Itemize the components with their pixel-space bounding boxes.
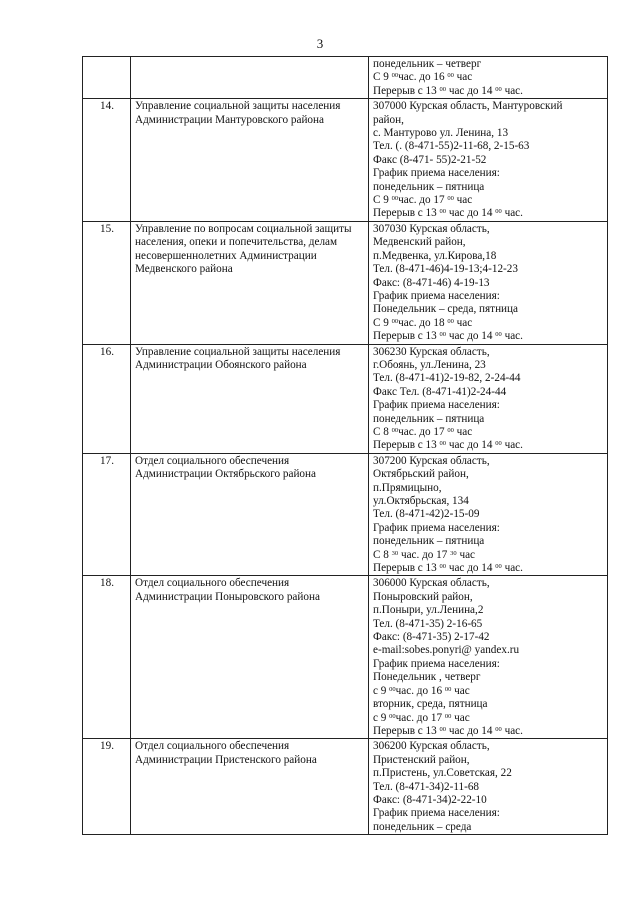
organization-name bbox=[131, 99, 369, 222]
table-row bbox=[83, 57, 608, 99]
organization-name bbox=[131, 453, 369, 576]
contact-info-line: Тел. (. (8-471-55)2-11-68, 2-15-63 bbox=[373, 140, 530, 153]
contact-info-line: район, bbox=[373, 113, 404, 126]
row-number: 19. bbox=[83, 739, 131, 835]
organization-name-line: Администрации Пристенского района bbox=[135, 753, 317, 766]
table-row bbox=[83, 739, 608, 835]
organization-name-line: Медвенского района bbox=[135, 263, 233, 276]
organization-name-line: Отдел социального обеспечения bbox=[135, 454, 290, 467]
contact-info-line: п.Медвенка, ул.Кирова,18 bbox=[373, 249, 497, 262]
contact-info-line: График приема населения: bbox=[373, 657, 500, 670]
contact-info-line: График приема населения: bbox=[373, 167, 500, 180]
contact-info-line: ул.Октябрьская, 134 bbox=[373, 495, 469, 507]
social-protection-offices-table bbox=[82, 56, 608, 835]
organization-name-line: Администрации Октябрьского района bbox=[135, 468, 316, 481]
contact-info-line: С 8 $^{00}$час. до 17 $^{00}$ час bbox=[373, 425, 473, 438]
contact-info-line: Перерыв с 13 $^{00}$ час до 14 $^{00}$ час. bbox=[373, 562, 523, 575]
contact-info-line: Тел. (8-471-41)2-19-82, 2-24-44 bbox=[373, 372, 521, 385]
contact-info-line: С 8 $^{30}$ час. до 17 $^{30}$ час bbox=[373, 548, 476, 561]
contact-info bbox=[369, 576, 608, 739]
contact-info-line: Перерыв с 13 $^{00}$ час до 14 $^{00}$ час. bbox=[373, 84, 523, 97]
organization-name-line: Администрации Обоянского района bbox=[135, 358, 307, 371]
contact-info-line: 306200 Курская область, bbox=[373, 740, 490, 753]
contact-info-line: п.Пристень, ул.Советская, 22 bbox=[373, 767, 512, 780]
row-number: 18. bbox=[83, 576, 131, 739]
contact-info-line: г.Обоянь, ул.Ленина, 23 bbox=[373, 358, 486, 371]
organization-name bbox=[131, 344, 369, 453]
contact-info-line: Тел. (8-471-42)2-15-09 bbox=[373, 508, 480, 521]
contact-info-line: с 9 $^{00}$час. до 16 $^{00}$ час bbox=[373, 684, 470, 697]
contact-info-line: График приема населения: bbox=[373, 289, 500, 302]
table-row bbox=[83, 576, 608, 739]
contact-info-line: понедельник – пятница bbox=[373, 412, 485, 425]
contact-info-line: Факс Тел. (8-471-41)2-24-44 bbox=[373, 385, 507, 398]
contact-info-line: п.Поныри, ул.Ленина,2 bbox=[373, 604, 484, 617]
organization-name-line: Управление социальной защиты населения bbox=[135, 100, 341, 113]
row-number: 15. bbox=[83, 221, 131, 344]
contact-info-line: п.Прямицыно, bbox=[373, 481, 442, 494]
contact-info-line: 307200 Курская область, bbox=[373, 454, 490, 467]
contact-info-line: 306000 Курская область, bbox=[373, 577, 490, 590]
organization-name-line: Отдел социального обеспечения bbox=[135, 740, 290, 753]
contact-info bbox=[369, 344, 608, 453]
contact-info-line: Перерыв с 13 $^{00}$ час до 14 $^{00}$ час. bbox=[373, 439, 523, 452]
contact-info-line: e-mail:sobes.ponyri@ yandex.ru bbox=[373, 644, 520, 657]
contact-info bbox=[369, 453, 608, 576]
contact-info-line: График приема населения: bbox=[373, 521, 500, 534]
contact-info bbox=[369, 57, 608, 99]
organization-name-line: Отдел социального обеспечения bbox=[135, 577, 290, 590]
contact-info-line: Октябрьский район, bbox=[373, 468, 469, 481]
organization-name-line: населения, опеки и попечительства, делам bbox=[135, 236, 338, 249]
table-row bbox=[83, 344, 608, 453]
contact-info-line: Медвенский район, bbox=[373, 236, 466, 249]
contact-info-line: Факс (8-471- 55)2-21-52 bbox=[373, 153, 487, 166]
contact-info-line: 306230 Курская область, bbox=[373, 345, 490, 358]
organization-name-line: несовершеннолетних Администрации bbox=[135, 249, 317, 262]
contact-info-line: Перерыв с 13 $^{00}$ час до 14 $^{00}$ час. bbox=[373, 207, 523, 220]
contact-info-line: Тел. (8-471-46)4-19-13;4-12-23 bbox=[373, 263, 518, 276]
contact-info bbox=[369, 99, 608, 222]
contact-info-line: Перерыв с 13 $^{00}$ час до 14 $^{00}$ час. bbox=[373, 330, 523, 343]
contact-info-line: С 9 $^{00}$час. до 17 $^{00}$ час bbox=[373, 194, 473, 207]
organization-name bbox=[131, 221, 369, 344]
table-row bbox=[83, 99, 608, 222]
contact-info-line: График приема населения: bbox=[373, 399, 500, 412]
page-number: 3 bbox=[316, 36, 324, 51]
organization-name-line: Управление по вопросам социальной защиты bbox=[135, 222, 352, 235]
organization-name-line: Управление социальной защиты населения bbox=[135, 345, 341, 358]
row-number bbox=[83, 57, 131, 99]
contact-info-line: Перерыв с 13 $^{00}$ час до 14 $^{00}$ час. bbox=[373, 724, 523, 737]
contact-info-line: Факс: (8-471-35) 2-17-42 bbox=[373, 631, 490, 644]
contact-info bbox=[369, 739, 608, 835]
row-number: 16. bbox=[83, 344, 131, 453]
contact-info-line: понедельник – пятница bbox=[373, 180, 485, 193]
contact-info-line: понедельник – пятница bbox=[373, 535, 485, 548]
contact-info-line: График приема населения: bbox=[373, 807, 500, 820]
contact-info-line: Факс: (8-471-34)2-22-10 bbox=[373, 793, 487, 806]
contact-info-line: Тел. (8-471-34)2-11-68 bbox=[373, 780, 480, 793]
organization-name bbox=[131, 739, 369, 835]
contact-info-line: с. Мантурово ул. Ленина, 13 bbox=[373, 127, 509, 140]
table-row bbox=[83, 221, 608, 344]
organization-name bbox=[131, 57, 369, 99]
contact-info-line: понедельник – среда bbox=[373, 820, 472, 833]
contact-info bbox=[369, 221, 608, 344]
table-row bbox=[83, 453, 608, 576]
contact-info-line: Понедельник – среда, пятница bbox=[373, 303, 518, 316]
row-number: 14. bbox=[83, 99, 131, 222]
contact-info-line: 307030 Курская область, bbox=[373, 222, 490, 235]
contact-info-line: Факс: (8-471-46) 4-19-13 bbox=[373, 276, 490, 289]
contact-info-line: С 9 $^{00}$час. до 16 $^{00}$ час bbox=[373, 71, 473, 84]
organization-name-line: Администрации Поныровского района bbox=[135, 590, 320, 603]
contact-info-line: Поныровский район, bbox=[373, 590, 473, 603]
contact-info-line: 307000 Курская область, Мантуровский bbox=[373, 100, 563, 113]
row-number: 17. bbox=[83, 453, 131, 576]
contact-info-line: Тел. (8-471-35) 2-16-65 bbox=[373, 617, 483, 630]
organization-name-line: Администрации Мантуровского района bbox=[135, 113, 324, 126]
contact-info-line: вторник, среда, пятница bbox=[373, 698, 488, 711]
table-body bbox=[83, 57, 608, 835]
contact-info-line: понедельник – четверг bbox=[373, 58, 482, 70]
contact-info-line: Пристенский район, bbox=[373, 753, 470, 766]
contact-info-line: с 9 $^{00}$час. до 17 $^{00}$ час bbox=[373, 711, 470, 724]
organization-name bbox=[131, 576, 369, 739]
contact-info-line: С 9 $^{00}$час. до 18 $^{00}$ час bbox=[373, 316, 473, 329]
contact-info-line: Понедельник , четверг bbox=[373, 671, 481, 684]
